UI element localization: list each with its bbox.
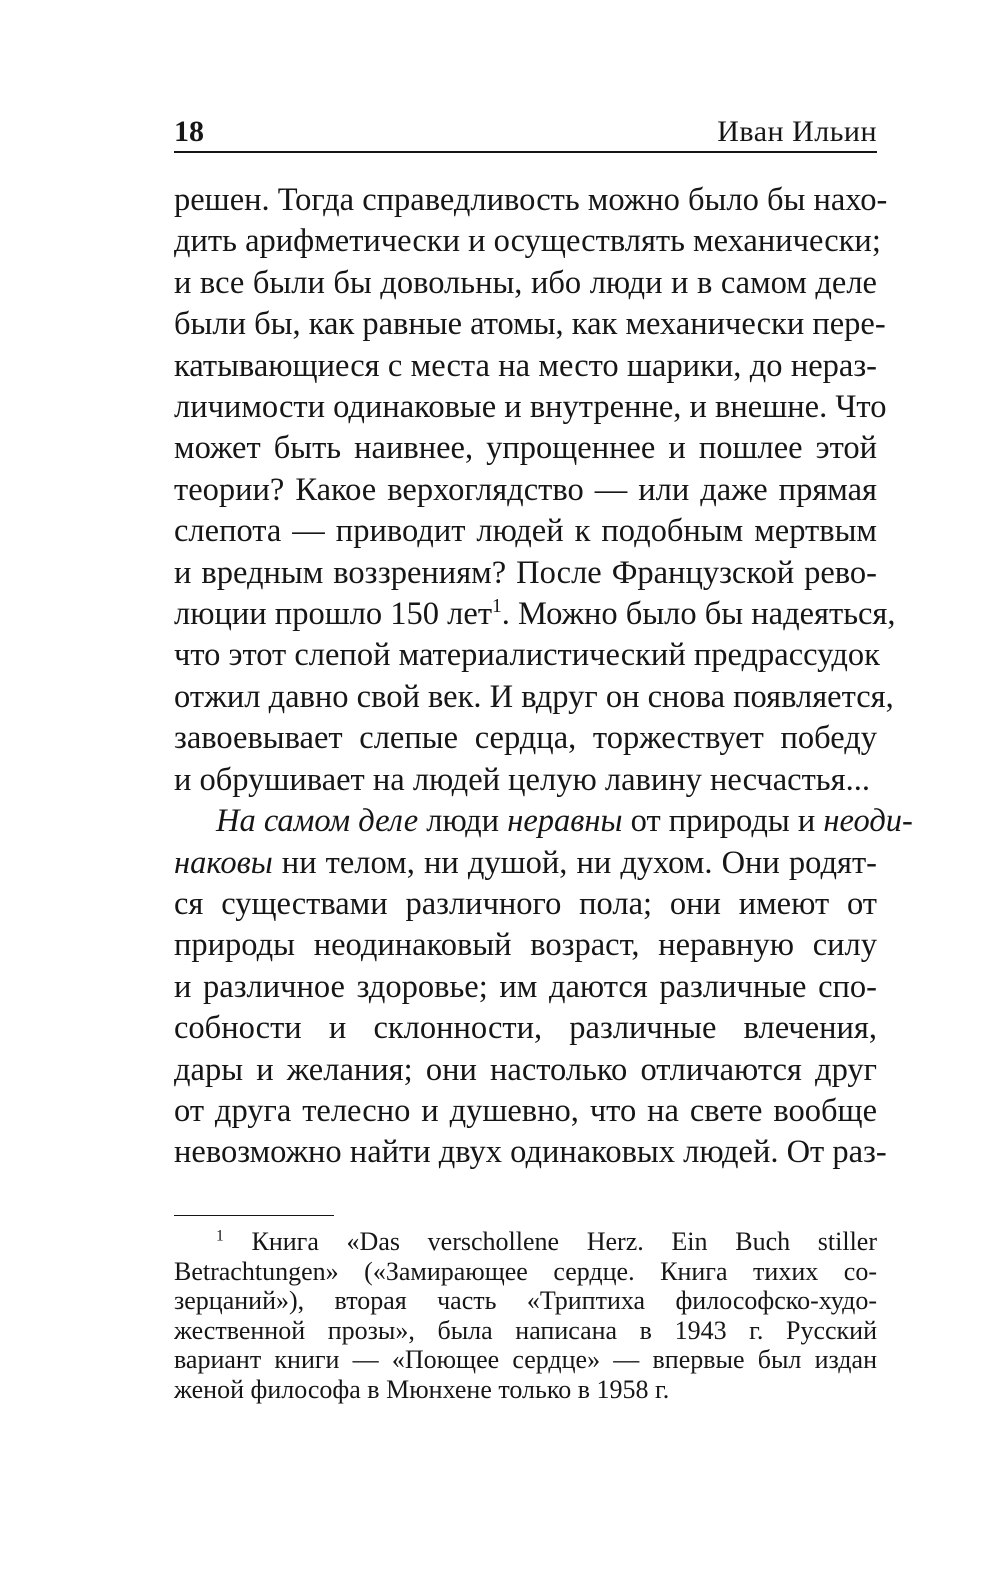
footnote: [174, 1227, 877, 1404]
body-text: [174, 180, 913, 1174]
text-line: может быть наивнее, упрощеннее и пошлее этой: [174, 430, 877, 467]
text-line: собности и склонности, различные влечения,: [174, 1010, 877, 1047]
running-head: [174, 112, 877, 152]
text-segment: Книга «Das verschollene Herz. Ein Buch stiller: [223, 1227, 877, 1256]
text-line-with-footnote-ref: [174, 594, 896, 635]
paragraph-start-line: [174, 801, 913, 842]
text-line: и все были бы довольны, ибо люди и в самом деле: [174, 264, 877, 301]
footnote-line: зерцаний»), вторая часть «Триптиха философско-худо-: [174, 1286, 877, 1315]
running-head-author: Иван Ильин: [717, 115, 877, 148]
emphasis-text: наковы: [174, 844, 273, 881]
text-line: личимости одинаковые и внутренне, и внешне. Что: [174, 389, 887, 426]
text-line: дары и желания; они настолько отличаются друг: [174, 1051, 877, 1088]
text-line: от друга телесно и душевно, что на свете вообще: [174, 1092, 877, 1129]
text-segment: от природы и: [622, 803, 824, 840]
text-line: и различное здоровье; им даются различные спо-: [174, 968, 877, 1005]
emphasis-text: неравны: [507, 803, 623, 840]
footnote-line: вариант книги — «Поющее сердце» — впервые был издан: [174, 1345, 877, 1374]
footnote-line: Betrachtungen» («Замирающее сердце. Книга тихих со-: [174, 1256, 877, 1286]
text-line: теории? Какое верхоглядство — или даже прямая: [174, 471, 877, 508]
text-segment: ни телом, ни душой, ни духом. Они родят-: [272, 844, 877, 881]
text-line: невозможно найти двух одинаковых людей. От раз-: [174, 1134, 887, 1171]
text-line: ся существами различного пола; они имеют от: [174, 885, 877, 922]
text-line: были бы, как равные атомы, как механически пере-: [174, 306, 886, 343]
page-number: 18: [174, 115, 204, 148]
text-segment: люции прошло 150 лет: [174, 596, 493, 633]
emphasis-text: неоди-: [823, 803, 913, 840]
header-rule: [174, 151, 877, 153]
footnote-line: жественной прозы», была написана в 1943 г. Русский: [174, 1315, 877, 1345]
footnote-line: женой философа в Мюнхене только в 1958 г.: [174, 1374, 670, 1404]
text-line: решен. Тогда справедливость можно было бы нахо-: [174, 182, 888, 218]
text-line: дить арифметически и осуществлять механически;: [174, 223, 881, 260]
text-line: что этот слепой материалистический предрассудок: [174, 637, 880, 674]
text-segment: . Можно было бы надеяться,: [501, 596, 896, 633]
emphasis-text: На самом деле: [216, 803, 419, 840]
text-line: природы неодинаковый возраст, неравную силу: [174, 927, 877, 964]
footnote-reference: 1: [492, 596, 502, 618]
text-line: и вредным воззрениям? После Французской рево-: [174, 554, 877, 591]
text-line: слепота — приводит людей к подобным мертвым: [174, 513, 877, 550]
text-segment: люди: [418, 803, 508, 840]
footnote-rule: [174, 1215, 334, 1216]
text-line: и обрушивает на людей целую лавину несчастья...: [174, 761, 870, 798]
footnote-line: [174, 1227, 877, 1257]
text-line: [174, 843, 877, 884]
text-line: завоевывает слепые сердца, торжествует победу: [174, 720, 877, 757]
footnote-marker: 1: [216, 1227, 224, 1245]
text-line: отжил давно свой век. И вдруг он снова появляется,: [174, 678, 894, 715]
text-line: катывающиеся с места на место шарики, до нераз-: [174, 347, 877, 384]
